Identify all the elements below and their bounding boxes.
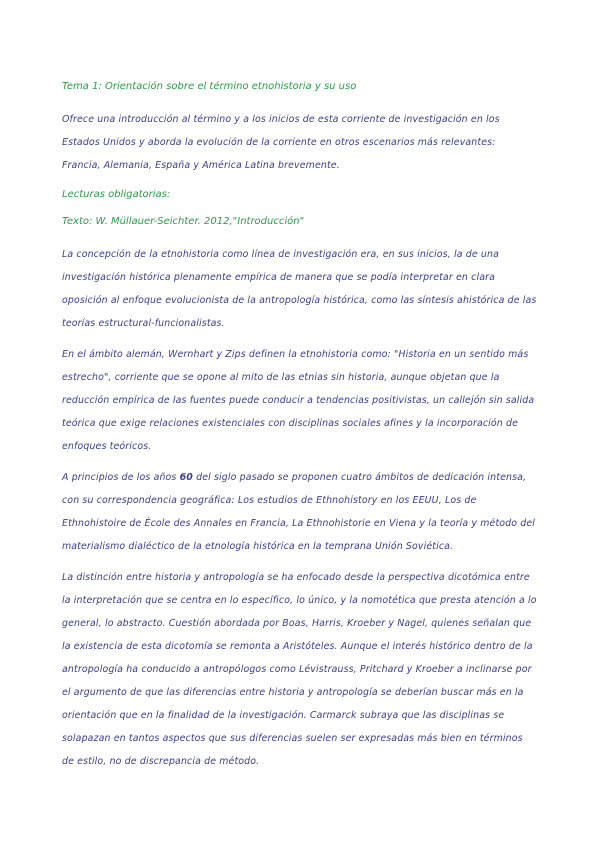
intro-paragraph: Ofrece una introducción al término y a los inicios de esta corriente de investigación en los Estados Unidos y aborda la evolución de la corriente en otros escenarios más relevantes: Francia, Alemania, España y América Latina brevemente. <box>62 114 500 171</box>
paragraph-3-end: del siglo pasado se proponen cuatro ámbitos de dedicación intensa, con su correspondencia geográfica: Los estudios de Ethnohistory en los EEUU, Los de Ethnohistoire de École des Annales en Francia, La Ethnohistorie en Viena y la teoría y método del materialismo dialéctico de la etnología histórica en la temprana Unión Soviética. <box>62 472 536 552</box>
paragraph-3-start: A principios de los años <box>62 472 180 483</box>
paragraph-3-year: 60 <box>179 472 193 483</box>
readings-heading: Lecturas obligatorias: <box>62 189 171 200</box>
paragraph-4: La distinción entre historia y antropología se ha enfocado desde la perspectiva dicotómica entre la interpretación que se centra en lo específico, lo único, y la nomotética que presta atención a lo general, lo abstracto. Cuestión abordada por Boas, Harris, Kroeber y Nagel, quienes señalan que la existencia de esta dicotomía se remonta a Aristóteles. Aunque el interés histórico dentro de la antropología ha conducido a antropólogos como Lévistrauss, Pritchard y Kroeber a inclinarse por el argumento de que las diferencias entre historia y antropología se deberían buscar más en la orientación que en la finalidad de la investigación. Carmarck subraya que las disciplinas se solapazan en tantos aspectos que sus diferencias suelen ser expresadas más bien en términos de estilo, no de discrepancia de método. <box>62 572 537 767</box>
topic-heading: Tema 1: Orientación sobre el término etnohistoria y su uso <box>62 81 357 92</box>
paragraph-1: La concepción de la etnohistoria como línea de investigación era, en sus inicios, la de una investigación histórica plenamente empírica de manera que se podía interpretar en clara oposición al enfoque evolucionista de la antropología histórica, como las síntesis ahistórica de las teorías estructural-funcionalistas. <box>62 249 537 329</box>
paragraph-2: En el ámbito alemán, Wernhart y Zips definen la etnohistoria como: "Historia en un sentido más estrecho", corriente que se opone al mito de las etnias sin historia, aunque objetan que la reducción empírica de las fuentes puede conducir a tendencias positivistas, un callejón sin salida teórica que exige relaciones existenciales con disciplinas sociales afines y la incorporación de enfoques teóricos. <box>62 349 535 452</box>
text-heading: Texto: W. Müllauer-Seichter. 2012,"Introducción" <box>62 216 305 227</box>
paragraph-3 <box>62 466 537 558</box>
